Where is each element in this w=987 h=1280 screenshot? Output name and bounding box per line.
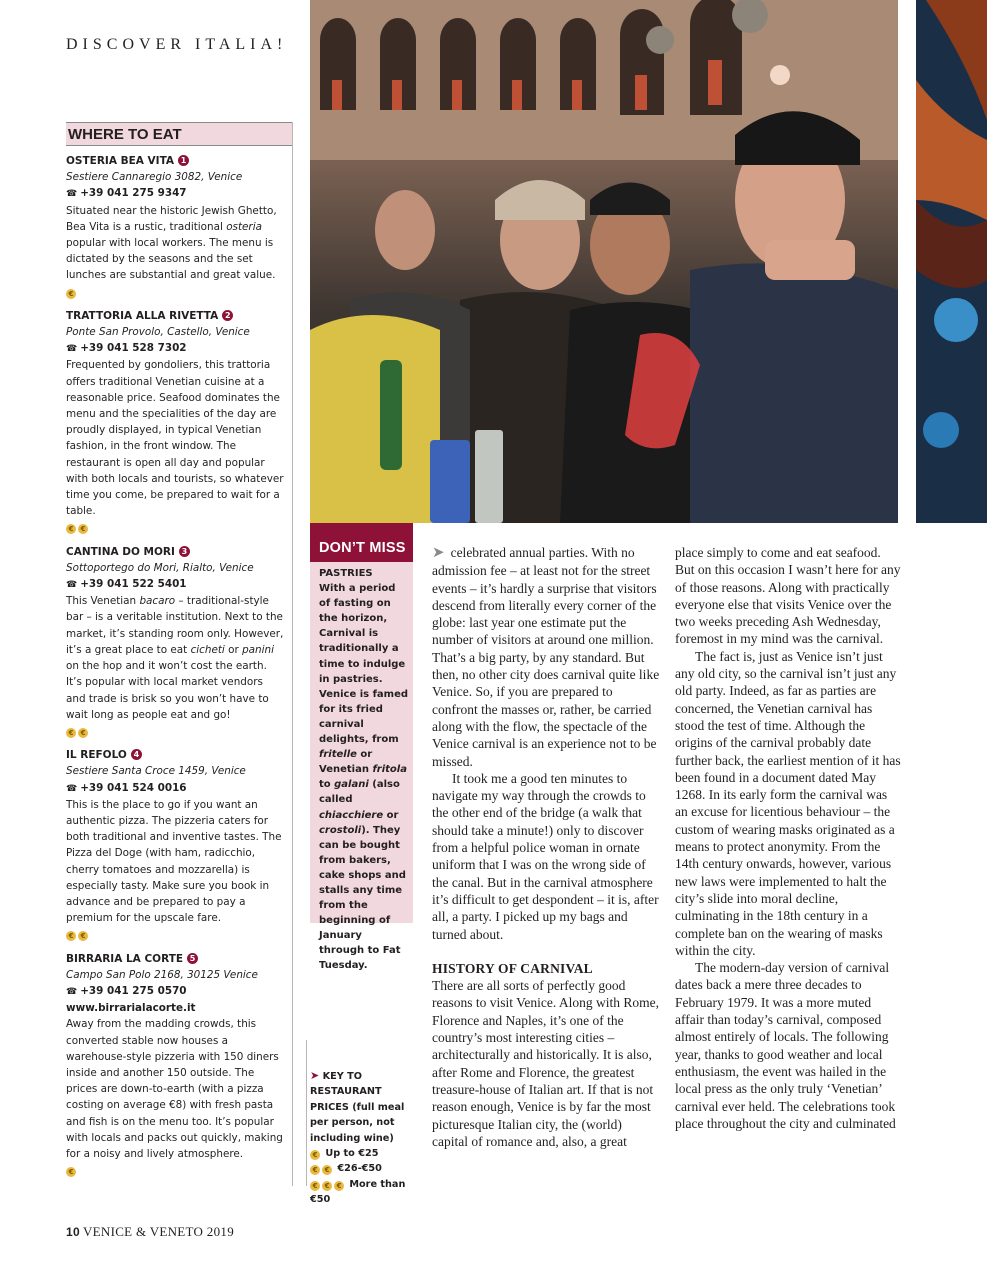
price-rating [66,284,284,300]
price-key-level: € Up to €25 [310,1146,416,1161]
phone-icon: ☎ [66,344,78,355]
restaurant-entry [66,544,284,739]
euro-icon: € [322,1165,332,1175]
carnival-mask-photo [916,0,987,523]
euro-icon: € [66,524,76,534]
where-to-eat-sidebar [66,122,293,1186]
article-paragraph: ➤ celebrated annual parties. With no admission fee – at least not for the street events – it’s hardly a surprise that visitors descend from literally every corner of the globe: last year one estimate put the number of visitors at around one million. That’s a big party, by any standard. But then, no other city does carnival quite like Venice. So, if you are prepared to confront the masses or, rather, be carried along with the flow, the spectacle of the Venice carnival is an experience not to be missed. [432,545,660,769]
price-rating [66,926,284,942]
euro-icon: € [78,524,88,534]
phone-icon: ☎ [66,189,78,200]
page-footer [66,1224,234,1240]
price-key [310,1068,416,1208]
price-rating [66,723,284,739]
price-rating [66,519,284,535]
map-number-badge: 4 [131,749,142,760]
article-column-1 [432,544,660,1150]
euro-icon: € [66,728,76,738]
phone-icon: ☎ [66,783,78,794]
dont-miss-title: DON’T MISS [310,523,413,562]
carnival-crowd-photo [310,0,898,523]
article-paragraph: The fact is, just as Venice isn’t just any old city, so the carnival isn’t just any old party. Indeed, as far as parties are concerned, the Venetian carnival has stood the test of time. Although the origins of the carnival probably date further back, the earliest mention of it has been found in a document dated May 1268. In its early form the carnival was an excuse for licentious behaviour – the custom of wearing masks originated as a means to protect anonymity. From the 14th century onwards, however, various new laws were implemented to halt the city’s slide into moral decline, culminating in the 18th century in a complete ban on the wearing of masks within the city. [675,648,901,958]
restaurant-address: Sottoportego do Mori, Rialto, Venice [66,561,254,574]
restaurant-description: Frequented by gondoliers, this trattoria offers traditional Venetian cuisine at a reasonable price. Seafood dominates the menu and the specialities of the day are proudly displayed, in typical Venetian fashion, in the front window. The restaurant is open all day and popular with both locals and tourists, so whatever time you come, be prepared to wait for a table. [66,359,284,518]
dont-miss-text: With a period of fasting on the horizon, Carnival is traditionally a time to indulge in pastries. Venice is famed for its fried carnival delights, from fritelle or Venetian fritola to galani (also called chiacchiere or crostoli). They can be bought from bakers, cake shops and stalls any time from the beginning of January through to Fat Tuesday. [319,583,409,972]
restaurant-description: Situated near the historic Jewish Ghetto, Bea Vita is a rustic, traditional osteria popular with local workers. The menu is dictated by the seasons and the set lunches are substantial and great value. [66,204,277,282]
price-rating [66,1162,284,1178]
restaurant-name: CANTINA DO MORI [66,545,175,558]
article-paragraph: There are all sorts of perfectly good reasons to visit Venice. Along with Rome, Florence and Naples, it’s one of the country’s most interesting cities – architecturally and historically. It is also, after Rome and Florence, the greatest treasure-house of Italian art. If that is not reason enough, Venice is by far the most picturesque Italian city, the (world) capital of romance and, also, a great [432,978,659,1149]
restaurant-entry [66,951,284,1179]
phone-icon: ☎ [66,580,78,591]
restaurant-phone: ☎ +39 041 522 5401 [66,578,187,591]
dont-miss-subtitle: PASTRIES [319,568,373,579]
restaurant-phone: ☎ +39 041 524 0016 [66,781,187,794]
mask-photo-illustration [916,0,987,523]
phone-icon: ☎ [66,986,78,997]
restaurant-name: TRATTORIA ALLA RIVETTA [66,309,219,322]
map-number-badge: 5 [187,953,198,964]
restaurant-address: Ponte San Provolo, Castello, Venice [66,326,250,339]
restaurant-website-link[interactable]: www.birrarialacorte.it [66,1002,196,1015]
euro-icon: € [66,289,76,299]
restaurant-phone: ☎ +39 041 275 9347 [66,187,187,200]
restaurant-description: This Venetian bacaro – traditional-style bar – is a veritable institution. Next to the market, it’s standing room only. However, it’s a great place to eat cicheti or panini on the hop and it won’t cost the earth. It’s popular with local market vendors and trade is brisk so you won’t have to wait long as people eat and go! [66,595,284,721]
euro-icon: € [322,1181,332,1191]
publication-name: VENICE & VENETO 2019 [82,1224,234,1239]
article-subheading: HISTORY OF CARNIVAL [432,960,593,976]
dont-miss-box [310,523,413,972]
where-to-eat-title: WHERE TO EAT [66,122,292,146]
restaurant-phone: ☎ +39 041 528 7302 [66,342,187,355]
price-key-level: € € €26-€50 [310,1161,416,1176]
restaurant-name: IL REFOLO [66,749,127,762]
euro-icon: € [334,1181,344,1191]
article-paragraph: It took me a good ten minutes to navigate my way through the crowds to the other end of the bridge (a walk that should take a minute!) only to discover from a helpful police woman in ornate uniform that I was on the wrong side of the canal. But in the carnival atmosphere it’s difficult to get despondent – it is, after all, a party. I picked up my bags and turned about. [432,770,659,942]
price-key-title: ➤ KEY TO RESTAURANT PRICES (full meal per person, not including wine) [310,1069,405,1144]
key-divider [306,1040,307,1186]
euro-icon: € [310,1150,320,1160]
restaurant-entry [66,747,284,942]
article-paragraph: The modern-day version of carnival dates back a mere three decades to February 1979. It was a more muted affair than today’s carnival, composed almost entirely of locals. The following year, thanks to good weather and local enthusiasm, the event was hailed in the local press as the only truly ‘Venetian’ carnival ever held. The celebrations took place throughout the city and culminated [675,960,896,1131]
price-key-level: € € € More than €50 [310,1178,406,1206]
euro-icon: € [310,1165,320,1175]
restaurant-description: This is the place to go if you want an authentic pizza. The pizzeria caters for both traditional and inventive tastes. The Pizza del Doge (with ham, radicchio, cherry tomatoes and mozzarella) is especially tasty. Make sure you book in advance and be prepared to pay a premium for the upscale fare. [66,798,282,925]
article-paragraph: place simply to come and eat seafood. But on this occasion I wasn’t here for any of those reasons. Along with practically everyone else that visits Venice over the two weeks preceding Ash Wednesday, foremost in my mind was the carnival. [675,545,901,647]
section-header: DISCOVER ITALIA! [66,36,288,53]
dont-miss-body [310,562,413,974]
photo-illustration [310,0,898,523]
restaurant-phone: ☎ +39 041 275 0570 [66,984,187,997]
arrow-icon: ➤ [310,1069,320,1082]
restaurant-entry [66,153,284,300]
restaurant-entry [66,308,284,536]
restaurant-address: Sestiere Santa Croce 1459, Venice [66,765,246,778]
restaurant-description: Away from the madding crowds, this converted stable now houses a warehouse-style pizzeria with 150 diners inside and another 150 outside. The prices are down-to-earth (with a pizza costing on average €8) with fresh pasta and fish is on the menu too. It’s popular with locals and packs out quickly, making for a noisy and lively atmosphere. [66,1018,283,1160]
article-column-2 [675,544,903,1132]
continue-arrow-icon: ➤ [432,545,445,561]
map-number-badge: 2 [222,310,233,321]
map-number-badge: 1 [178,155,189,166]
restaurant-address: Sestiere Cannaregio 3082, Venice [66,171,243,184]
restaurant-name: BIRRARIA LA CORTE [66,952,184,965]
map-number-badge: 3 [179,546,190,557]
euro-icon: € [66,1167,76,1177]
euro-icon: € [78,728,88,738]
euro-icon: € [310,1181,320,1191]
restaurant-name: OSTERIA BEA VITA [66,155,175,167]
euro-icon: € [66,931,76,941]
page-number: 10 [66,1225,80,1239]
restaurant-address: Campo San Polo 2168, 30125 Venice [66,968,258,981]
euro-icon: € [78,931,88,941]
